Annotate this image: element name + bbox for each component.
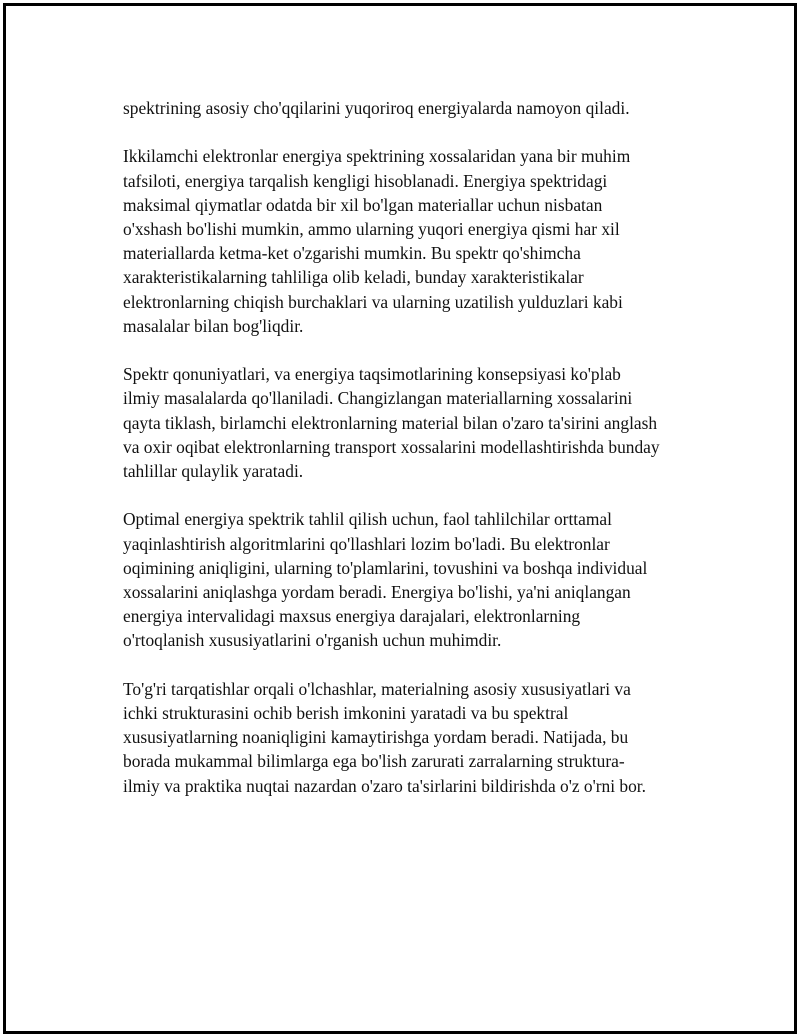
text-line: maksimal qiymatlar odatda bir xil bo'lgan materiallar uchun nisbatan (123, 194, 603, 215)
text-line: masalalar bilan bog'liqdir. (123, 315, 304, 336)
text-line: xususiyatlarning noaniqligini kamaytirishga yordam beradi. Natijada, bu (123, 727, 629, 748)
text-line: spektrining asosiy cho'qqilarini yuqoriroq energiyalarda namoyon qiladi. (123, 98, 630, 118)
text-line: Spektr qonuniyatlari, va energiya taqsimotlarining konsepsiyasi ko'plab (123, 364, 621, 385)
paragraph-1 (123, 96, 713, 120)
text-line: qayta tiklash, birlamchi elektronlarning material bilan o'zaro ta'sirini anglash (123, 412, 658, 433)
text-line: ichki strukturasini ochib berish imkonini yaratadi va bu spektral (123, 703, 569, 724)
text-line: ilmiy masalalarda qo'llaniladi. Changizlangan materiallarning xossalarini (123, 388, 633, 409)
text-line: energiya intervalidagi maxsus energiya darajalari, elektronlarning (123, 606, 581, 627)
text-line: va oxir oqibat elektronlarning transport xossalarini modellashtirishda bunday (123, 436, 660, 457)
paragraph-4 (123, 507, 713, 652)
text-line: xossalarini aniqlashga yordam beradi. Energiya bo'lishi, ya'ni aniqlangan (123, 582, 631, 603)
text-line: Optimal energiya spektrik tahlil qilish uchun, faol tahlilchilar orttamal (123, 509, 612, 530)
page-border (3, 3, 797, 1034)
paragraph-5 (123, 677, 713, 798)
text-line: xarakteristikalarning tahliliga olib keladi, bunday xarakteristikalar (123, 267, 584, 288)
text-line: To'g'ri tarqatishlar orqali o'lchashlar, materialning asosiy xususiyatlari va (123, 678, 631, 699)
text-line: materiallarda ketma-ket o'zgarishi mumkin. Bu spektr qo'shimcha (123, 243, 581, 264)
text-line: elektronlarning chiqish burchaklari va ularning uzatilish yulduzlari kabi (123, 291, 623, 312)
paragraph-2 (123, 144, 713, 338)
text-line: borada mukammal bilimlarga ega bo'lish zarurati zarralarning struktura- (123, 751, 625, 772)
page-body (123, 96, 713, 822)
text-line: oqimining aniqligini, ularning to'plamlarini, tovushini va boshqa individual (123, 557, 648, 578)
text-line: o'rtoqlanish xususiyatlarini o'rganish uchun muhimdir. (123, 630, 502, 651)
text-line: tafsiloti, energiya tarqalish kengligi hisoblanadi. Energiya spektridagi (123, 170, 608, 191)
text-line: yaqinlashtirish algoritmlarini qo'llashlari lozim bo'ladi. Bu elektronlar (123, 533, 610, 554)
text-line: o'xshash bo'lishi mumkin, ammo ularning yuqori energiya qismi har xil (123, 219, 620, 239)
paragraph-3 (123, 362, 713, 483)
text-line: Ikkilamchi elektronlar energiya spektrining xossalaridan yana bir muhim (123, 146, 631, 167)
text-line: tahlillar qulaylik yaratadi. (123, 461, 304, 482)
text-line: ilmiy va praktika nuqtai nazardan o'zaro ta'sirlarini bildirishda o'z o'rni bor. (123, 775, 646, 796)
